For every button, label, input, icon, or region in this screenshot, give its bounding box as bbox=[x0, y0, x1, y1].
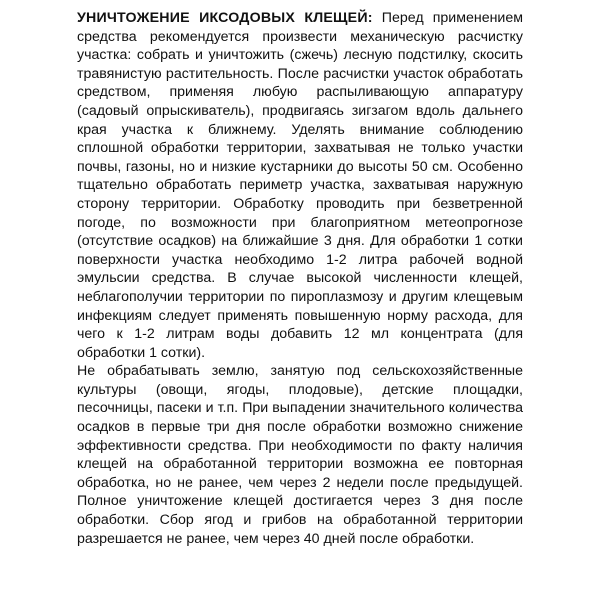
paragraph-ticks-treatment bbox=[77, 9, 523, 362]
paragraph-2-text: Не обрабатывать землю, занятую под сельскохозяйственные культуры (овощи, ягоды, плодовые), детские площадки, песочницы, пасеки и т.п. При выпадении значительного количества осадков в первые три дня после обработки возможно снижение эффективности средства. При необходимости по факту наличия клещей на обработанной территории возможна ее повторная обработка, но не ранее, чем через 2 недели после предыдущей. Полное уничтожение клещей достигается через 3 дня после обработки. Сбор ягод и грибов на обработанной территории разрешается не ранее, чем через 40 дней после обработки. bbox=[77, 363, 523, 547]
paragraph-restrictions bbox=[77, 362, 523, 548]
section-heading: УНИЧТОЖЕНИЕ ИКСОДОВЫХ КЛЕЩЕЙ: bbox=[77, 10, 373, 26]
paragraph-1-text: Перед применением средства рекомендуется произвести механическую расчистку участка: собрать и уничтожить (сжечь) лесную подстилку, скосить травянистую растительность. После расчистки участок обработать средством, применяя любую распыливающую аппаратуру (садовый опрыскиватель), продвигаясь зигзагом вдоль дальнего края участка к ближнему. Уделять внимание соблюдению сплошной обработки территории, захватывая не только участки почвы, газоны, но и низкие кустарники до высоты 50 см. Особенно тщательно обработать периметр участка, захватывая наружную сторону территории. Обработку проводить при безветренной погоде, по возможности при благоприятном метеопрогнозе (отсутствие осадков) на ближайшие 3 дня. Для обработки 1 сотки поверхности участка необходимо 1-2 литра рабочей водной эмульсии средства. В случае высокой численности клещей, неблагополучии территории по пироплазмозу и другим клещевым инфекциям следует применять повышенную норму расхода, для чего к 1-2 литрам воды добавить 12 мл концентрата (для обработки 1 сотки). bbox=[77, 10, 523, 361]
instruction-text-block bbox=[77, 9, 523, 548]
